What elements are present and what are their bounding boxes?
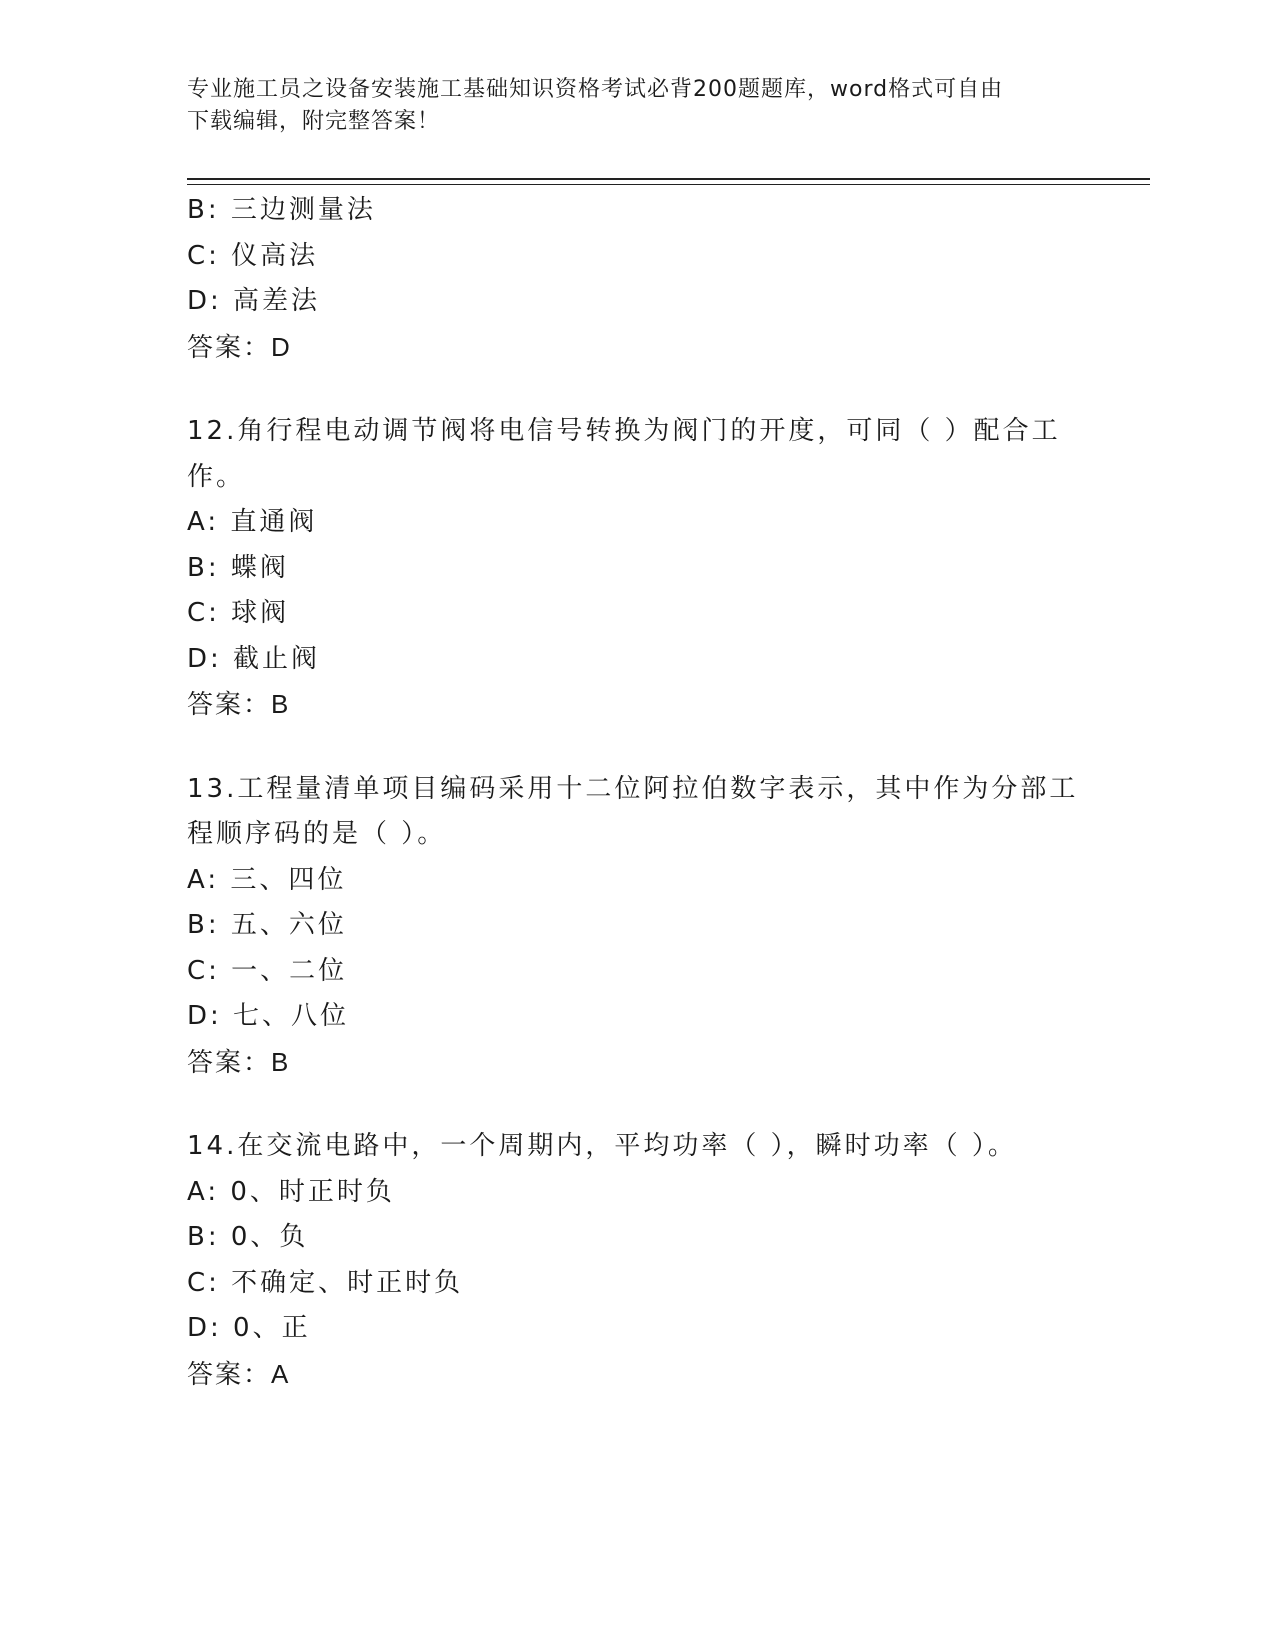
option-d: D: 截止阀 [187,643,321,674]
option-b: B: 0、负 [187,1222,309,1252]
carry-over-question [187,188,1087,370]
option-a: A: 0、时正时负 [187,1176,395,1207]
option-d: D: 0、正 [187,1313,311,1343]
answer-line: 答案：B [187,689,291,719]
option-a: A: 直通阀 [187,507,318,537]
header-rule-thick [187,178,1150,180]
question-stem: 作。 [187,461,246,492]
question-stem: 12.角行程电动调节阀将电信号转换为阀门的开度，可同（ ）配合工 [187,416,1061,446]
header-line-1: 专业施工员之设备安装施工基础知识资格考试必背200题题库，word格式可自由 [187,77,1004,102]
question-content [187,188,1087,1397]
option-b: B: 三边测量法 [187,195,376,225]
option-c: C: 球阀 [187,598,290,628]
question-stem: 程顺序码的是（ ）。 [187,819,447,849]
option-d: D: 高差法 [187,286,321,316]
question-14 [187,1124,1087,1397]
question-stem: 13.工程量清单项目编码采用十二位阿拉伯数字表示，其中作为分部工 [187,773,1079,804]
answer-line: 答案：A [187,1358,291,1389]
header-line-2: 下载编辑，附完整答案！ [187,109,441,134]
option-b: B: 五、六位 [187,910,347,940]
option-b: B: 蝶阀 [187,552,289,583]
option-c: C: 仪高法 [187,240,319,271]
question-12 [187,409,1087,728]
header-rule-thin [187,184,1150,185]
question-stem: 14.在交流电路中，一个周期内，平均功率（ ），瞬时功率（ ）。 [187,1131,1017,1161]
answer-line: 答案：B [187,1046,291,1077]
question-13 [187,767,1087,1086]
option-d: D: 七、八位 [187,1001,350,1031]
option-c: C: 不确定、时正时负 [187,1267,464,1298]
answer-line: 答案：D [187,331,292,362]
document-header [187,74,1067,138]
option-a: A: 三、四位 [187,864,347,895]
option-c: C: 一、二位 [187,955,348,986]
